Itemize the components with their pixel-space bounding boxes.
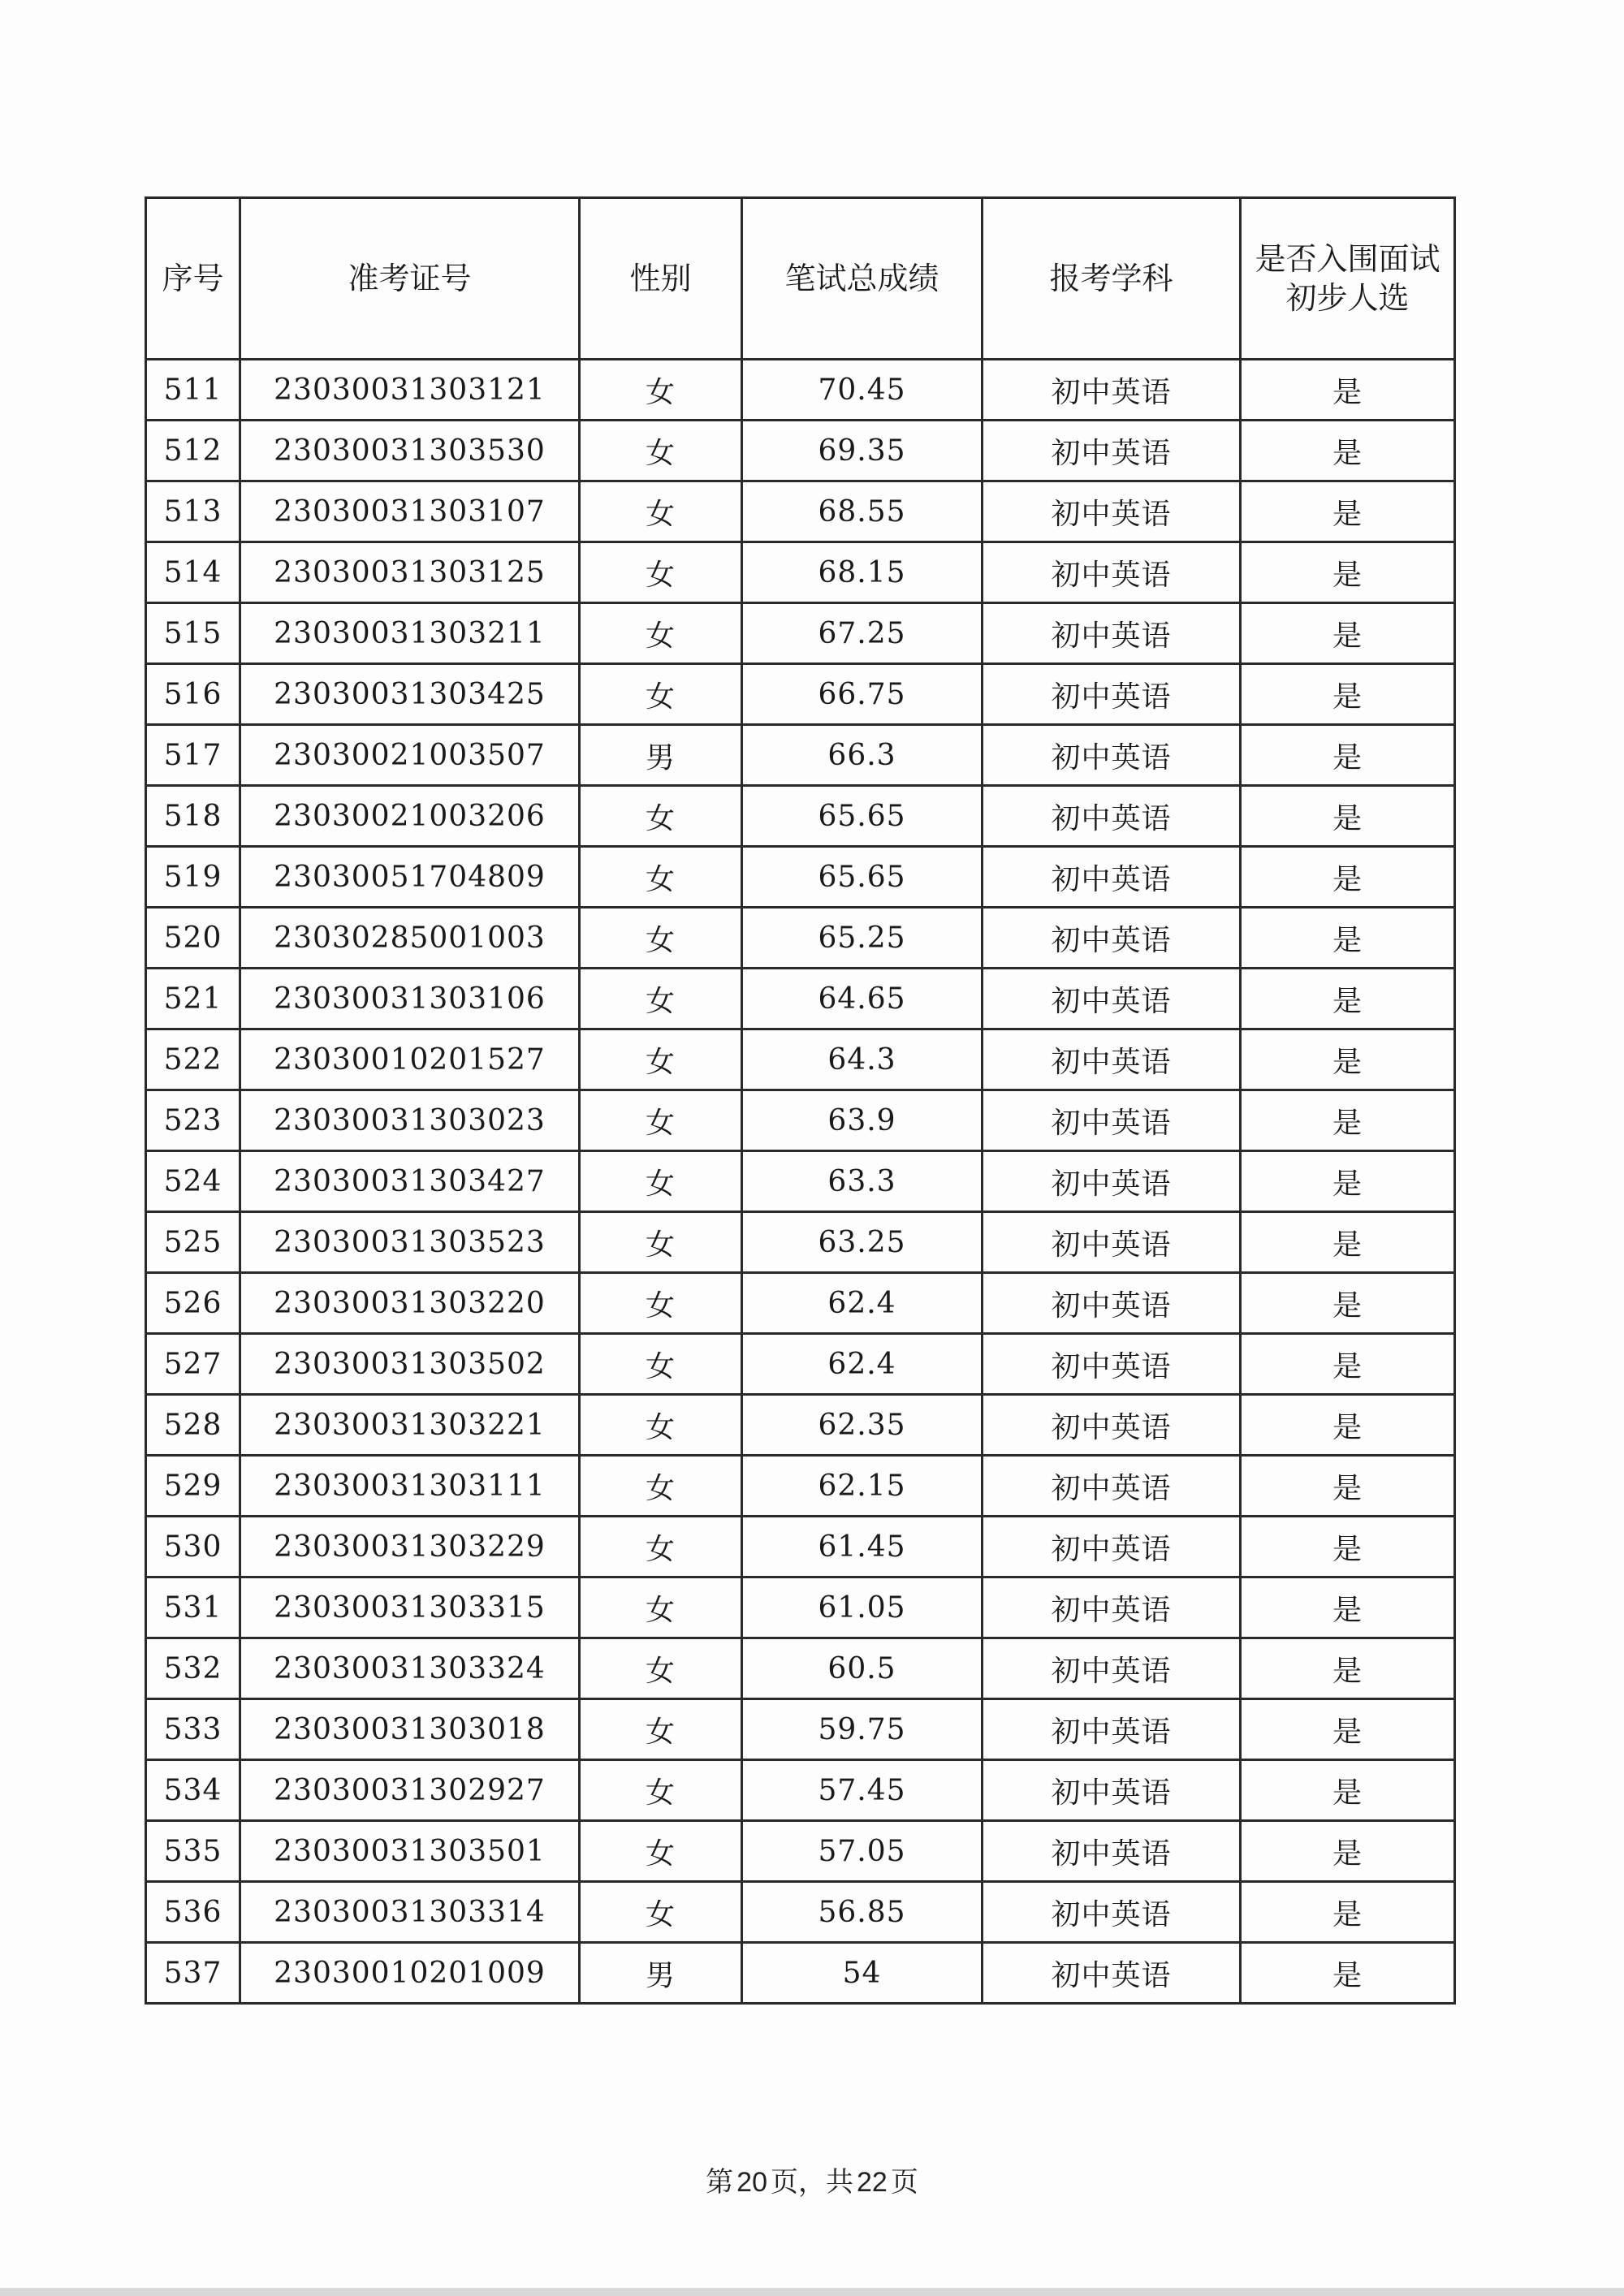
- cell-score: 64.65: [742, 969, 983, 1029]
- cell-subject: 初中英语: [983, 421, 1241, 481]
- cell-subject: 初中英语: [983, 908, 1241, 969]
- footer-total-pages: 22: [857, 2167, 888, 2198]
- cell-score: 65.65: [742, 847, 983, 908]
- cell-interview-result: 是: [1241, 1456, 1455, 1517]
- cell-subject: 初中英语: [983, 1821, 1241, 1882]
- cell-exam-id: 23030031302927: [240, 1760, 580, 1821]
- cell-seq: 520: [146, 908, 240, 969]
- table-row: [146, 1638, 1455, 1699]
- table-row: [146, 1212, 1455, 1273]
- cell-subject: 初中英语: [983, 1212, 1241, 1273]
- cell-seq: 525: [146, 1212, 240, 1273]
- table-row: [146, 786, 1455, 847]
- cell-score: 61.05: [742, 1577, 983, 1638]
- cell-exam-id: 23030031303107: [240, 481, 580, 542]
- cell-exam-id: 23030031303211: [240, 603, 580, 664]
- cell-exam-id: 23030021003206: [240, 786, 580, 847]
- cell-exam-id: 23030031303121: [240, 360, 580, 421]
- cell-score: 63.9: [742, 1090, 983, 1151]
- cell-subject: 初中英语: [983, 847, 1241, 908]
- cell-exam-id: 23030031303106: [240, 969, 580, 1029]
- cell-interview-result: 是: [1241, 1638, 1455, 1699]
- cell-score: 63.3: [742, 1151, 983, 1212]
- cell-seq: 530: [146, 1517, 240, 1577]
- cell-seq: 517: [146, 725, 240, 786]
- table-row: [146, 603, 1455, 664]
- header-subject: 报考学科: [983, 198, 1241, 360]
- cell-gender: 女: [580, 1577, 742, 1638]
- cell-seq: 527: [146, 1334, 240, 1395]
- cell-interview-result: 是: [1241, 1760, 1455, 1821]
- table-row: [146, 1151, 1455, 1212]
- table-body: [146, 360, 1455, 2004]
- cell-subject: 初中英语: [983, 1943, 1241, 2004]
- header-seq: 序号: [146, 198, 240, 360]
- table-row: [146, 360, 1455, 421]
- cell-seq: 533: [146, 1699, 240, 1760]
- cell-exam-id: 23030031303324: [240, 1638, 580, 1699]
- cell-interview-result: 是: [1241, 908, 1455, 969]
- cell-subject: 初中英语: [983, 542, 1241, 603]
- candidate-score-table: [145, 196, 1456, 2005]
- cell-score: 65.65: [742, 786, 983, 847]
- cell-subject: 初中英语: [983, 481, 1241, 542]
- cell-gender: 女: [580, 1638, 742, 1699]
- cell-seq: 518: [146, 786, 240, 847]
- cell-subject: 初中英语: [983, 1151, 1241, 1212]
- cell-score: 68.55: [742, 481, 983, 542]
- cell-subject: 初中英语: [983, 1273, 1241, 1334]
- cell-seq: 531: [146, 1577, 240, 1638]
- cell-interview-result: 是: [1241, 1212, 1455, 1273]
- cell-score: 67.25: [742, 603, 983, 664]
- cell-subject: 初中英语: [983, 1517, 1241, 1577]
- cell-gender: 女: [580, 786, 742, 847]
- table-row: [146, 664, 1455, 725]
- table-header-row: [146, 198, 1455, 360]
- cell-interview-result: 是: [1241, 969, 1455, 1029]
- cell-subject: 初中英语: [983, 1699, 1241, 1760]
- cell-interview-result: 是: [1241, 542, 1455, 603]
- table-row: [146, 1273, 1455, 1334]
- header-interview-result-line2: 初步人选: [1285, 280, 1410, 316]
- cell-gender: 女: [580, 1334, 742, 1395]
- cell-score: 62.4: [742, 1334, 983, 1395]
- header-score: 笔试总成绩: [742, 198, 983, 360]
- cell-score: 66.75: [742, 664, 983, 725]
- cell-gender: 女: [580, 969, 742, 1029]
- footer-middle: 页，共: [771, 2166, 853, 2199]
- cell-interview-result: 是: [1241, 1943, 1455, 2004]
- cell-gender: 女: [580, 1273, 742, 1334]
- cell-seq: 522: [146, 1029, 240, 1090]
- cell-interview-result: 是: [1241, 603, 1455, 664]
- cell-exam-id: 23030031303315: [240, 1577, 580, 1638]
- table-row: [146, 1760, 1455, 1821]
- cell-subject: 初中英语: [983, 1395, 1241, 1456]
- table-row: [146, 847, 1455, 908]
- cell-gender: 女: [580, 1821, 742, 1882]
- cell-seq: 526: [146, 1273, 240, 1334]
- cell-score: 62.15: [742, 1456, 983, 1517]
- header-interview-result: [1241, 198, 1455, 360]
- scan-bottom-edge: [0, 2288, 1624, 2296]
- cell-interview-result: 是: [1241, 1395, 1455, 1456]
- cell-interview-result: 是: [1241, 1517, 1455, 1577]
- table-row: [146, 1456, 1455, 1517]
- cell-gender: 女: [580, 1760, 742, 1821]
- cell-gender: 男: [580, 1943, 742, 2004]
- header-gender: 性别: [580, 198, 742, 360]
- cell-gender: 女: [580, 1699, 742, 1760]
- cell-subject: 初中英语: [983, 664, 1241, 725]
- cell-seq: 537: [146, 1943, 240, 2004]
- cell-gender: 女: [580, 1882, 742, 1943]
- cell-interview-result: 是: [1241, 1151, 1455, 1212]
- cell-exam-id: 23030031303023: [240, 1090, 580, 1151]
- cell-subject: 初中英语: [983, 786, 1241, 847]
- cell-interview-result: 是: [1241, 1577, 1455, 1638]
- cell-gender: 女: [580, 908, 742, 969]
- table-row: [146, 421, 1455, 481]
- cell-score: 65.25: [742, 908, 983, 969]
- cell-interview-result: 是: [1241, 1882, 1455, 1943]
- cell-seq: 528: [146, 1395, 240, 1456]
- table-row: [146, 1577, 1455, 1638]
- cell-score: 57.45: [742, 1760, 983, 1821]
- cell-gender: 女: [580, 1517, 742, 1577]
- table-row: [146, 1821, 1455, 1882]
- cell-exam-id: 23030031303111: [240, 1456, 580, 1517]
- cell-score: 62.35: [742, 1395, 983, 1456]
- cell-subject: 初中英语: [983, 725, 1241, 786]
- cell-gender: 女: [580, 603, 742, 664]
- cell-subject: 初中英语: [983, 360, 1241, 421]
- table-row: [146, 908, 1455, 969]
- cell-score: 62.4: [742, 1273, 983, 1334]
- cell-score: 69.35: [742, 421, 983, 481]
- cell-exam-id: 23030031303220: [240, 1273, 580, 1334]
- cell-seq: 513: [146, 481, 240, 542]
- cell-gender: 女: [580, 421, 742, 481]
- cell-gender: 女: [580, 1090, 742, 1151]
- cell-subject: 初中英语: [983, 1882, 1241, 1943]
- cell-score: 64.3: [742, 1029, 983, 1090]
- cell-subject: 初中英语: [983, 1029, 1241, 1090]
- cell-exam-id: 23030021003507: [240, 725, 580, 786]
- footer-current-page: 20: [736, 2167, 767, 2198]
- cell-seq: 536: [146, 1882, 240, 1943]
- cell-score: 56.85: [742, 1882, 983, 1943]
- cell-gender: 女: [580, 481, 742, 542]
- header-exam-id: 准考证号: [240, 198, 580, 360]
- cell-interview-result: 是: [1241, 1699, 1455, 1760]
- cell-seq: 516: [146, 664, 240, 725]
- cell-interview-result: 是: [1241, 360, 1455, 421]
- cell-exam-id: 23030031303221: [240, 1395, 580, 1456]
- table-row: [146, 1882, 1455, 1943]
- cell-gender: 女: [580, 1212, 742, 1273]
- cell-interview-result: 是: [1241, 1821, 1455, 1882]
- cell-gender: 女: [580, 542, 742, 603]
- table-row: [146, 1090, 1455, 1151]
- cell-interview-result: 是: [1241, 1273, 1455, 1334]
- cell-gender: 女: [580, 360, 742, 421]
- cell-interview-result: 是: [1241, 1090, 1455, 1151]
- cell-subject: 初中英语: [983, 1456, 1241, 1517]
- cell-interview-result: 是: [1241, 725, 1455, 786]
- cell-exam-id: 23030031303530: [240, 421, 580, 481]
- cell-subject: 初中英语: [983, 603, 1241, 664]
- cell-gender: 女: [580, 1151, 742, 1212]
- cell-score: 63.25: [742, 1212, 983, 1273]
- table-row: [146, 725, 1455, 786]
- cell-exam-id: 23030031303425: [240, 664, 580, 725]
- cell-interview-result: 是: [1241, 786, 1455, 847]
- footer-suffix: 页: [890, 2166, 918, 2199]
- table-row: [146, 542, 1455, 603]
- page-footer: [0, 2160, 1624, 2199]
- cell-seq: 532: [146, 1638, 240, 1699]
- cell-exam-id: 23030031303314: [240, 1882, 580, 1943]
- table-row: [146, 1029, 1455, 1090]
- footer-prefix: 第: [706, 2166, 734, 2199]
- cell-score: 60.5: [742, 1638, 983, 1699]
- cell-interview-result: 是: [1241, 847, 1455, 908]
- table-row: [146, 1517, 1455, 1577]
- cell-seq: 534: [146, 1760, 240, 1821]
- cell-score: 66.3: [742, 725, 983, 786]
- cell-gender: 男: [580, 725, 742, 786]
- cell-seq: 512: [146, 421, 240, 481]
- cell-exam-id: 23030031303427: [240, 1151, 580, 1212]
- table-row: [146, 1334, 1455, 1395]
- cell-gender: 女: [580, 1029, 742, 1090]
- cell-seq: 529: [146, 1456, 240, 1517]
- table-row: [146, 1699, 1455, 1760]
- cell-seq: 515: [146, 603, 240, 664]
- cell-exam-id: 23030031303018: [240, 1699, 580, 1760]
- cell-subject: 初中英语: [983, 1638, 1241, 1699]
- cell-exam-id: 23030031303523: [240, 1212, 580, 1273]
- cell-exam-id: 23030031303125: [240, 542, 580, 603]
- cell-subject: 初中英语: [983, 1090, 1241, 1151]
- cell-gender: 女: [580, 847, 742, 908]
- cell-score: 59.75: [742, 1699, 983, 1760]
- cell-exam-id: 23030010201527: [240, 1029, 580, 1090]
- cell-gender: 女: [580, 1456, 742, 1517]
- cell-interview-result: 是: [1241, 1029, 1455, 1090]
- cell-seq: 511: [146, 360, 240, 421]
- cell-subject: 初中英语: [983, 1334, 1241, 1395]
- cell-subject: 初中英语: [983, 1760, 1241, 1821]
- table-row: [146, 1395, 1455, 1456]
- cell-exam-id: 23030010201009: [240, 1943, 580, 2004]
- cell-exam-id: 23030031303501: [240, 1821, 580, 1882]
- cell-interview-result: 是: [1241, 664, 1455, 725]
- cell-seq: 523: [146, 1090, 240, 1151]
- cell-interview-result: 是: [1241, 481, 1455, 542]
- cell-seq: 521: [146, 969, 240, 1029]
- cell-exam-id: 23030031303502: [240, 1334, 580, 1395]
- cell-seq: 535: [146, 1821, 240, 1882]
- cell-interview-result: 是: [1241, 421, 1455, 481]
- cell-exam-id: 23030031303229: [240, 1517, 580, 1577]
- cell-seq: 514: [146, 542, 240, 603]
- cell-subject: 初中英语: [983, 1577, 1241, 1638]
- cell-score: 57.05: [742, 1821, 983, 1882]
- cell-gender: 女: [580, 1395, 742, 1456]
- cell-exam-id: 23030051704809: [240, 847, 580, 908]
- table-row: [146, 1943, 1455, 2004]
- cell-subject: 初中英语: [983, 969, 1241, 1029]
- cell-score: 61.45: [742, 1517, 983, 1577]
- header-interview-result-line1: 是否入围面试: [1255, 241, 1440, 277]
- cell-exam-id: 23030285001003: [240, 908, 580, 969]
- cell-seq: 519: [146, 847, 240, 908]
- cell-seq: 524: [146, 1151, 240, 1212]
- cell-gender: 女: [580, 664, 742, 725]
- cell-score: 54: [742, 1943, 983, 2004]
- cell-score: 68.15: [742, 542, 983, 603]
- table-row: [146, 969, 1455, 1029]
- cell-score: 70.45: [742, 360, 983, 421]
- cell-interview-result: 是: [1241, 1334, 1455, 1395]
- table-row: [146, 481, 1455, 542]
